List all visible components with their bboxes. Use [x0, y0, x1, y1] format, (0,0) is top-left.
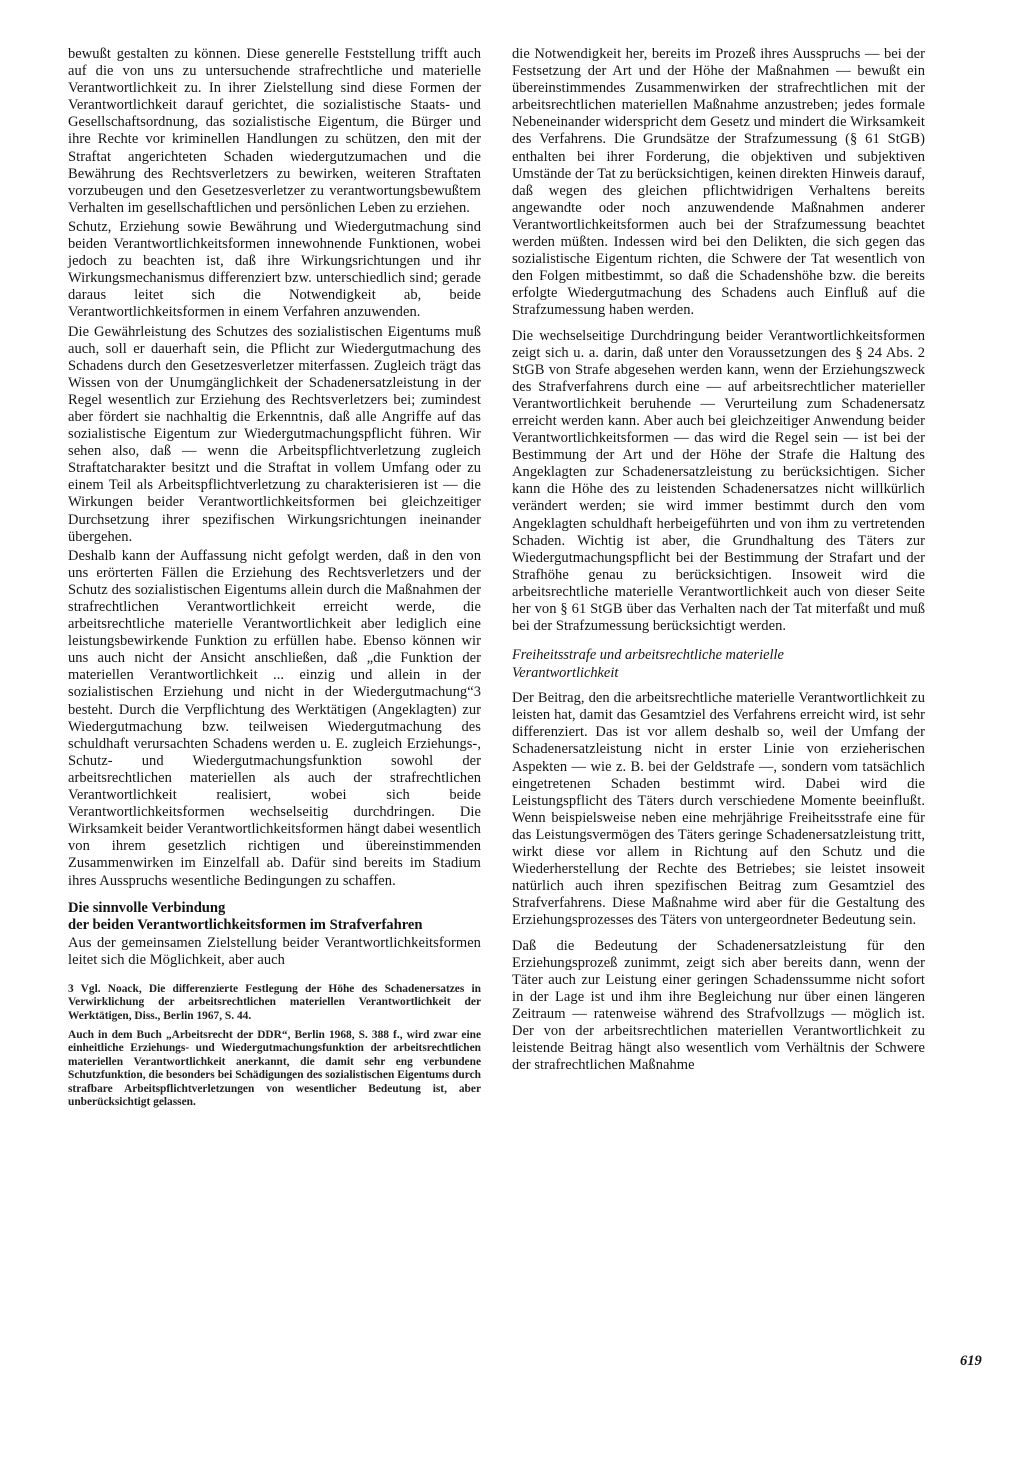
body-paragraph: Deshalb kann der Auffassung nicht gefolgt werden, daß in den von uns erörterten Fällen die Erziehung des Rechtsverletzers und der Schutz des sozialistischen Eigentums allein durch die Maßnahmen der strafrechtlichen Verantwortlichkeit erreicht werde, die arbeitsrechtliche materielle Verantwortlichkeit aber lediglich eine leistungsbewirkende Funktion zu erfüllen habe. Ebenso können wir uns auch nicht der Ansicht anschließen, daß „die Funktion der materiellen Verantwortlichkeit ... einzig und allein in der sozialistischen Erziehung und nicht in der Wiedergutmachung“3 besteht. Durch die Verpflichtung des Werktätigen (Angeklagten) zur Wiedergutmachung bzw. teilweisen Wiedergutmachung des schuldhaft verursachten Schadens werden u. E. zugleich Erziehungs-, Schutz- und Wiedergutmachungsfunktion sowohl der arbeitsrechtlichen materiellen als auch der strafrechtlichen Verantwortlichkeit realisiert, wobei sich beide Verantwortlichkeitsformen wechselseitig durchdringen. Die Wirksamkeit beider Verantwortlichkeitsformen hängt dabei wesentlich von ihrem gesetzlich richtigen und übereinstimmenden Zusammenwirken im Einzelfall ab. Dafür sind bereits im Stadium ihres Ausspruchs wesentliche Bedingungen zu schaffen. — [68, 547, 481, 889]
body-paragraph: Der Beitrag, den die arbeitsrechtliche materielle Verantwortlichkeit zu leisten hat, damit das Gesamtziel des Verfahrens erreicht wird, ist sehr differenziert. Das ist vor allem deshalb so, weil der Umfang der Schadenersatzleistung nicht in erster Linie von erzieherischen Aspekten — wie z. B. bei der Geldstrafe —, sondern vom tatsächlich eingetretenen Schaden bestimmt wird. Dabei wird die Leistungspflicht des Täters durch verschiedene Momente beeinflußt. Wenn beispielsweise neben eine mehrjährige Freiheitsstrafe eine für das Leistungsvermögen des Täters geringe Schadenersatzleistung tritt, wirkt diese vor allem in Richtung auf den Schutz und die Wiederherstellung der Rechte des Betriebes; sie leistet insoweit natürlich auch ihren spezifischen Beitrag zum Gesamtziel des Strafverfahrens. Diese Maßnahme wird aber für die Gestaltung des Erziehungsprozesses des Täters von untergeordneter Bedeutung sein. — [512, 690, 925, 929]
body-paragraph: bewußt gestalten zu können. Diese generelle Feststellung trifft auch auf die von uns zu untersuchende strafrechtliche und materielle Verantwortlichkeit zu. In ihrer Zielstellung sind diese Formen der Verantwortlichkeit darauf gerichtet, die sozialistische Staats- und Gesellschaftsordnung, das sozialistische Eigentum, die Bürger und ihre Rechte vor kriminellen Handlungen zu schützen, den mit der Straftat angerichteten Schaden wiedergutzumachen und die Bewährung des Rechtsverletzers zu bewirken, weiteren Straftaten vorzubeugen und den Gesetzesverletzer zu verantwortungsbewußtem Verhalten im gesellschaftlichen und persönlichen Leben zu erziehen. — [68, 46, 481, 216]
section-subheading — [512, 647, 925, 682]
section-heading-line: Die sinnvolle Verbindung — [68, 899, 226, 916]
section-subheading-line: Verantwortlichkeit — [512, 664, 619, 681]
footnote: Auch in dem Buch „Arbeitsrecht der DDR“, Berlin 1968, S. 388 f., wird zwar eine einheitliche Erziehungs- und Wiedergutmachungsfunktion der arbeitsrechtlichen materiellen Verantwortlichkeit anerkannt, die damit sehr eng verbundene Schutzfunktion, die besonders bei Schädigungen des sozialistischen Eigentums durch strafbare Arbeitspflichtverletzungen von wesentlicher Bedeutung ist, aber unberücksichtigt gelassen. — [68, 1029, 481, 1109]
page-number: 619 — [960, 1353, 982, 1369]
footnotes — [68, 983, 481, 1110]
right-column — [512, 46, 925, 1074]
left-column — [68, 46, 481, 1109]
section-heading-line: der beiden Verantwortlichkeitsformen im Strafverfahren — [68, 917, 423, 934]
body-paragraph: Die Gewährleistung des Schutzes des sozialistischen Eigentums muß auch, soll er dauerhaft sein, die Pflicht zur Wiedergutmachung des Schadens durch den Gesetzesverletzer miterfassen. Zugleich trägt das Wissen von der Unumgänglichkeit der Schadenersatzleistung in der Regel wesentlich zur Erziehung des Rechtsverletzers bei; zumindest aber fördert sie nachhaltig die Erkenntnis, daß alle Angriffe auf das sozialistische Eigentum zur Wiedergutmachungspflicht führen. Wir sehen also, daß — wenn die Arbeitspflichtverletzung zugleich Straftatcharakter besitzt und die Straftat in vollem Umfang oder zu einem Teil als Arbeitspflichtverletzung zu charakterisieren ist — die Wirkungen beider Verantwortlichkeitsformen bei gleichzeitiger Durchsetzung ihrer spezifischen Wirkungsrichtungen ineinander übergehen. — [68, 323, 481, 545]
footnote: 3 Vgl. Noack, Die differenzierte Festlegung der Höhe des Schadenersatzes in Verwirklichung der arbeitsrechtlichen materiellen Verantwortlichkeit der Werktätigen, Diss., Berlin 1967, S. 44. — [68, 982, 481, 1022]
body-paragraph: Aus der gemeinsamen Zielstellung beider Verantwortlichkeitsformen leitet sich die Möglichkeit, aber auch — [68, 934, 481, 968]
body-paragraph: Daß die Bedeutung der Schadenersatzleistung für den Erziehungsprozeß zunimmt, zeigt sich aber bereits dann, wenn der Täter auch zur Leistung einer geringen Schadenssumme nicht sofort in der Lage ist und ihm ihre Begleichung nur über einen längeren Zeitraum — ratenweise während des Strafvollzugs — möglich ist. Der von der arbeitsrechtlichen materiellen Verantwortlichkeit zu leistende Beitrag hängt also wesentlich vom Verhältnis der Schwere der strafrechtlichen Maßnahme — [512, 937, 925, 1074]
section-heading — [68, 900, 481, 935]
body-paragraph: Die wechselseitige Durchdringung beider Verantwortlichkeitsformen zeigt sich u. a. darin, daß unter den Voraussetzungen des § 24 Abs. 2 StGB von Strafe abgesehen werden kann, wenn der Erziehungszweck des Strafverfahrens durch eine — auf arbeitsrechtlicher materieller Verantwortlichkeit beruhende — Verurteilung zum Schadenersatz erreicht werden kann. Aber auch bei gleichzeitiger Anwendung beider Verantwortlichkeitsformen — das wird die Regel sein — ist bei der Bestimmung der Art und der Höhe der Strafe die Haltung des Angeklagten zur Schadenersatzleistung zu berücksichtigen. Sicher kann die Höhe des zu leistenden Schadenersatzes nicht willkürlich verändert werden; sie wird immer bestimmt durch den vom Angeklagten schuldhaft herbeigeführten und von ihm zu vertretenden Schaden. Wichtig ist aber, die Grundhaltung des Täters zur Wiedergutmachungspflicht bei der Bestimmung der Strafart und der Strafhöhe genau zu berücksichtigen. Insoweit wird die arbeitsrechtliche materielle Verantwortlichkeit auch von dieser Seite her von § 61 StGB über das Verhalten nach der Tat miterfaßt und muß bei der Strafzumessung berücksichtigt werden. — [512, 327, 925, 635]
body-paragraph: Schutz, Erziehung sowie Bewährung und Wiedergutmachung sind beiden Verantwortlichkeitsformen innewohnende Funktionen, wobei jedoch zu beachten ist, daß ihre Wirkungsrichtungen und ihr Wirkungsmechanismus differenziert bzw. unterschiedlich sind; gerade daraus leitet sich die Notwendigkeit ab, beide Verantwortlichkeitsformen in einem Verfahren anzuwenden. — [68, 218, 481, 321]
section-subheading-line: Freiheitsstrafe und arbeitsrechtliche materielle — [512, 647, 784, 664]
body-paragraph: die Notwendigkeit her, bereits im Prozeß ihres Ausspruchs — bei der Festsetzung der Art und der Höhe der Maßnahmen — bewußt ein übereinstimmendes Zusammenwirken der strafrechtlichen mit der arbeitsrechtlichen materiellen Maßnahme anzustreben; jedes formale Nebeneinander widerspricht dem Gesetz und mindert die Wirksamkeit des Verfahrens. Die Grundsätze der Strafzumessung (§ 61 StGB) enthalten bei ihrer Forderung, die objektiven und subjektiven Umstände der Tat zu berücksichtigen, keinen direkten Hinweis darauf, daß wegen des gleichen pflichtwidrigen Verhaltens bereits angewandte oder noch anzuwendende Maßnahmen anderer Verantwortlichkeitsformen auch bei der Strafzumessung beachtet werden müßten. Indessen wird bei den Delikten, die sich gegen das sozialistische Eigentum richten, die Schwere der Tat wesentlich von den Folgen mitbestimmt, so daß die Schadenshöhe bzw. die bereits erfolgte Wiedergutmachung des Schadens auch Einfluß auf die Strafzumessung haben werden. — [512, 46, 925, 319]
